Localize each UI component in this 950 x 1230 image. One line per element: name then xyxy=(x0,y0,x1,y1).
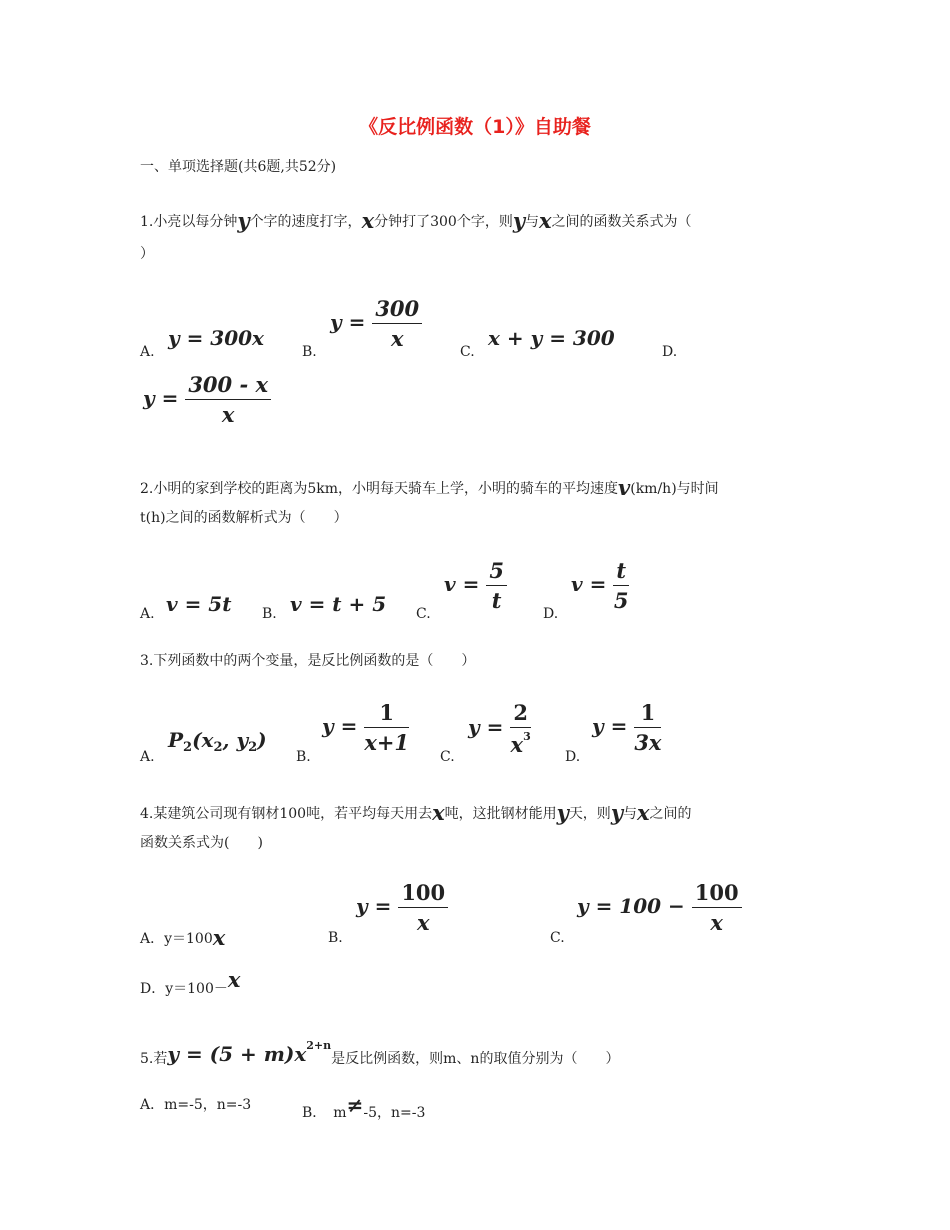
q5-option-a: A．m=-5，n=-3 xyxy=(140,1097,252,1113)
fraction: $\frac{300 - x}{x}$ xyxy=(185,372,271,427)
q1-option-d-formula: y = $\frac{300 - x}{x}$ xyxy=(143,372,271,427)
fraction: $\frac{100}{x}$ xyxy=(398,880,448,935)
fraction: $\frac{t}{5}$ xyxy=(613,558,629,613)
q5-formula: $y = (5 + m)x^{2+n}$ xyxy=(167,1039,332,1066)
q1-option-b-label: B. xyxy=(302,344,317,360)
q3-option-a-formula: $P_2(x_2$, $y_2$) xyxy=(168,728,267,755)
q4-option-c-label: C. xyxy=(550,930,565,946)
q3-option-c-label: C. xyxy=(440,749,455,765)
math-var-y: y xyxy=(512,208,526,233)
math-var-x: x xyxy=(539,208,552,233)
q1-option-c-label: C. xyxy=(460,344,475,360)
not-equal-sign: ≠ xyxy=(346,1093,364,1117)
page-title: 《反比例函数（1）》自助餐 xyxy=(359,116,591,138)
math-var-y: y xyxy=(610,800,624,825)
math-var-v: v xyxy=(618,475,631,500)
q4-option-d: D．y＝100－x xyxy=(140,967,241,997)
fraction: $\frac{300}{x}$ xyxy=(372,296,422,351)
fraction: $\frac{100}{x}$ xyxy=(692,880,742,935)
question-3-stem: 3.下列函数中的两个变量，是反比例函数的是（ ） xyxy=(140,653,476,669)
q2-option-d-label: D. xyxy=(543,606,559,622)
q1-option-d-label: D. xyxy=(662,344,678,360)
question-1-stem-end: ） xyxy=(140,246,154,262)
q2-option-c-label: C. xyxy=(416,606,431,622)
q5-option-b: B． m≠-5，n=-3 xyxy=(302,1093,426,1121)
math-var-x: x xyxy=(637,800,650,825)
q2-option-b-formula: v = t + 5 xyxy=(290,592,387,616)
q3-option-c-formula: y = $\frac{2}{x^3}$ xyxy=(468,700,531,757)
question-4-stem: 4.某建筑公司现有钢材100吨，若平均每天用去x吨，这批钢材能用y天，则y与x之间的 xyxy=(140,800,692,825)
math-var-x: x xyxy=(361,208,375,233)
q2-option-d-formula: v = $\frac{t}{5}$ xyxy=(571,558,629,613)
math-var-x: x xyxy=(212,925,226,950)
q3-option-d-label: D. xyxy=(565,749,581,765)
question-2-stem: 2.小明的家到学校的距离为5km，小明每天骑车上学，小明的骑车的平均速度v(km/h)与时间 xyxy=(140,475,719,500)
q1-option-c-formula: x + y = 300 xyxy=(488,326,615,350)
fraction: $\frac{5}{t}$ xyxy=(486,558,507,613)
math-var-y: y xyxy=(556,800,569,825)
q1-option-a-formula: y = 300x xyxy=(168,326,264,350)
math-var-x: x xyxy=(227,967,241,992)
fraction: $\frac{1}{3x}$ xyxy=(634,700,662,755)
q3-option-b-label: B. xyxy=(296,749,311,765)
q2-option-b-label: B. xyxy=(262,606,277,622)
q2-option-a-formula: v = 5t xyxy=(166,592,232,616)
section-heading: 一、单项选择题(共6题,共52分) xyxy=(140,159,337,175)
q4-option-a: A．y＝100x xyxy=(140,925,226,950)
question-1-stem: 1.小亮以每分钟y个字的速度打字，x分钟打了300个字，则y与x之间的函数关系式为（ xyxy=(140,208,692,233)
q3-option-b-formula: y = $\frac{1}{x+1}$ xyxy=(322,700,410,755)
q3-option-d-formula: y = $\frac{1}{3x}$ xyxy=(592,700,662,755)
fraction: $\frac{1}{x+1}$ xyxy=(364,700,410,755)
q1-option-a-label: A. xyxy=(140,344,155,360)
q2-option-c-formula: v = $\frac{5}{t}$ xyxy=(444,558,507,613)
q4-option-b-formula: y = $\frac{100}{x}$ xyxy=(356,880,448,935)
math-var-y: y xyxy=(237,208,250,233)
q1-option-b-formula: y = $\frac{300}{x}$ xyxy=(330,296,422,351)
fraction: $\frac{2}{x^3}$ xyxy=(510,700,531,757)
q4-option-c-formula: y = 100 − $\frac{100}{x}$ xyxy=(577,880,742,935)
q2-option-a-label: A. xyxy=(140,606,155,622)
question-5-stem: 5.若$y = (5 + m)x^{2+n}$是反比例函数，则m、n的取值分别为（ ） xyxy=(140,1039,620,1067)
q4-option-b-label: B. xyxy=(328,930,343,946)
question-4-stem-end: 函数关系式为( ) xyxy=(140,835,263,851)
math-var-x: x xyxy=(432,800,445,825)
q3-option-a-label: A. xyxy=(140,749,155,765)
question-2-stem-end: t(h)之间的函数解析式为（ ） xyxy=(140,510,348,526)
